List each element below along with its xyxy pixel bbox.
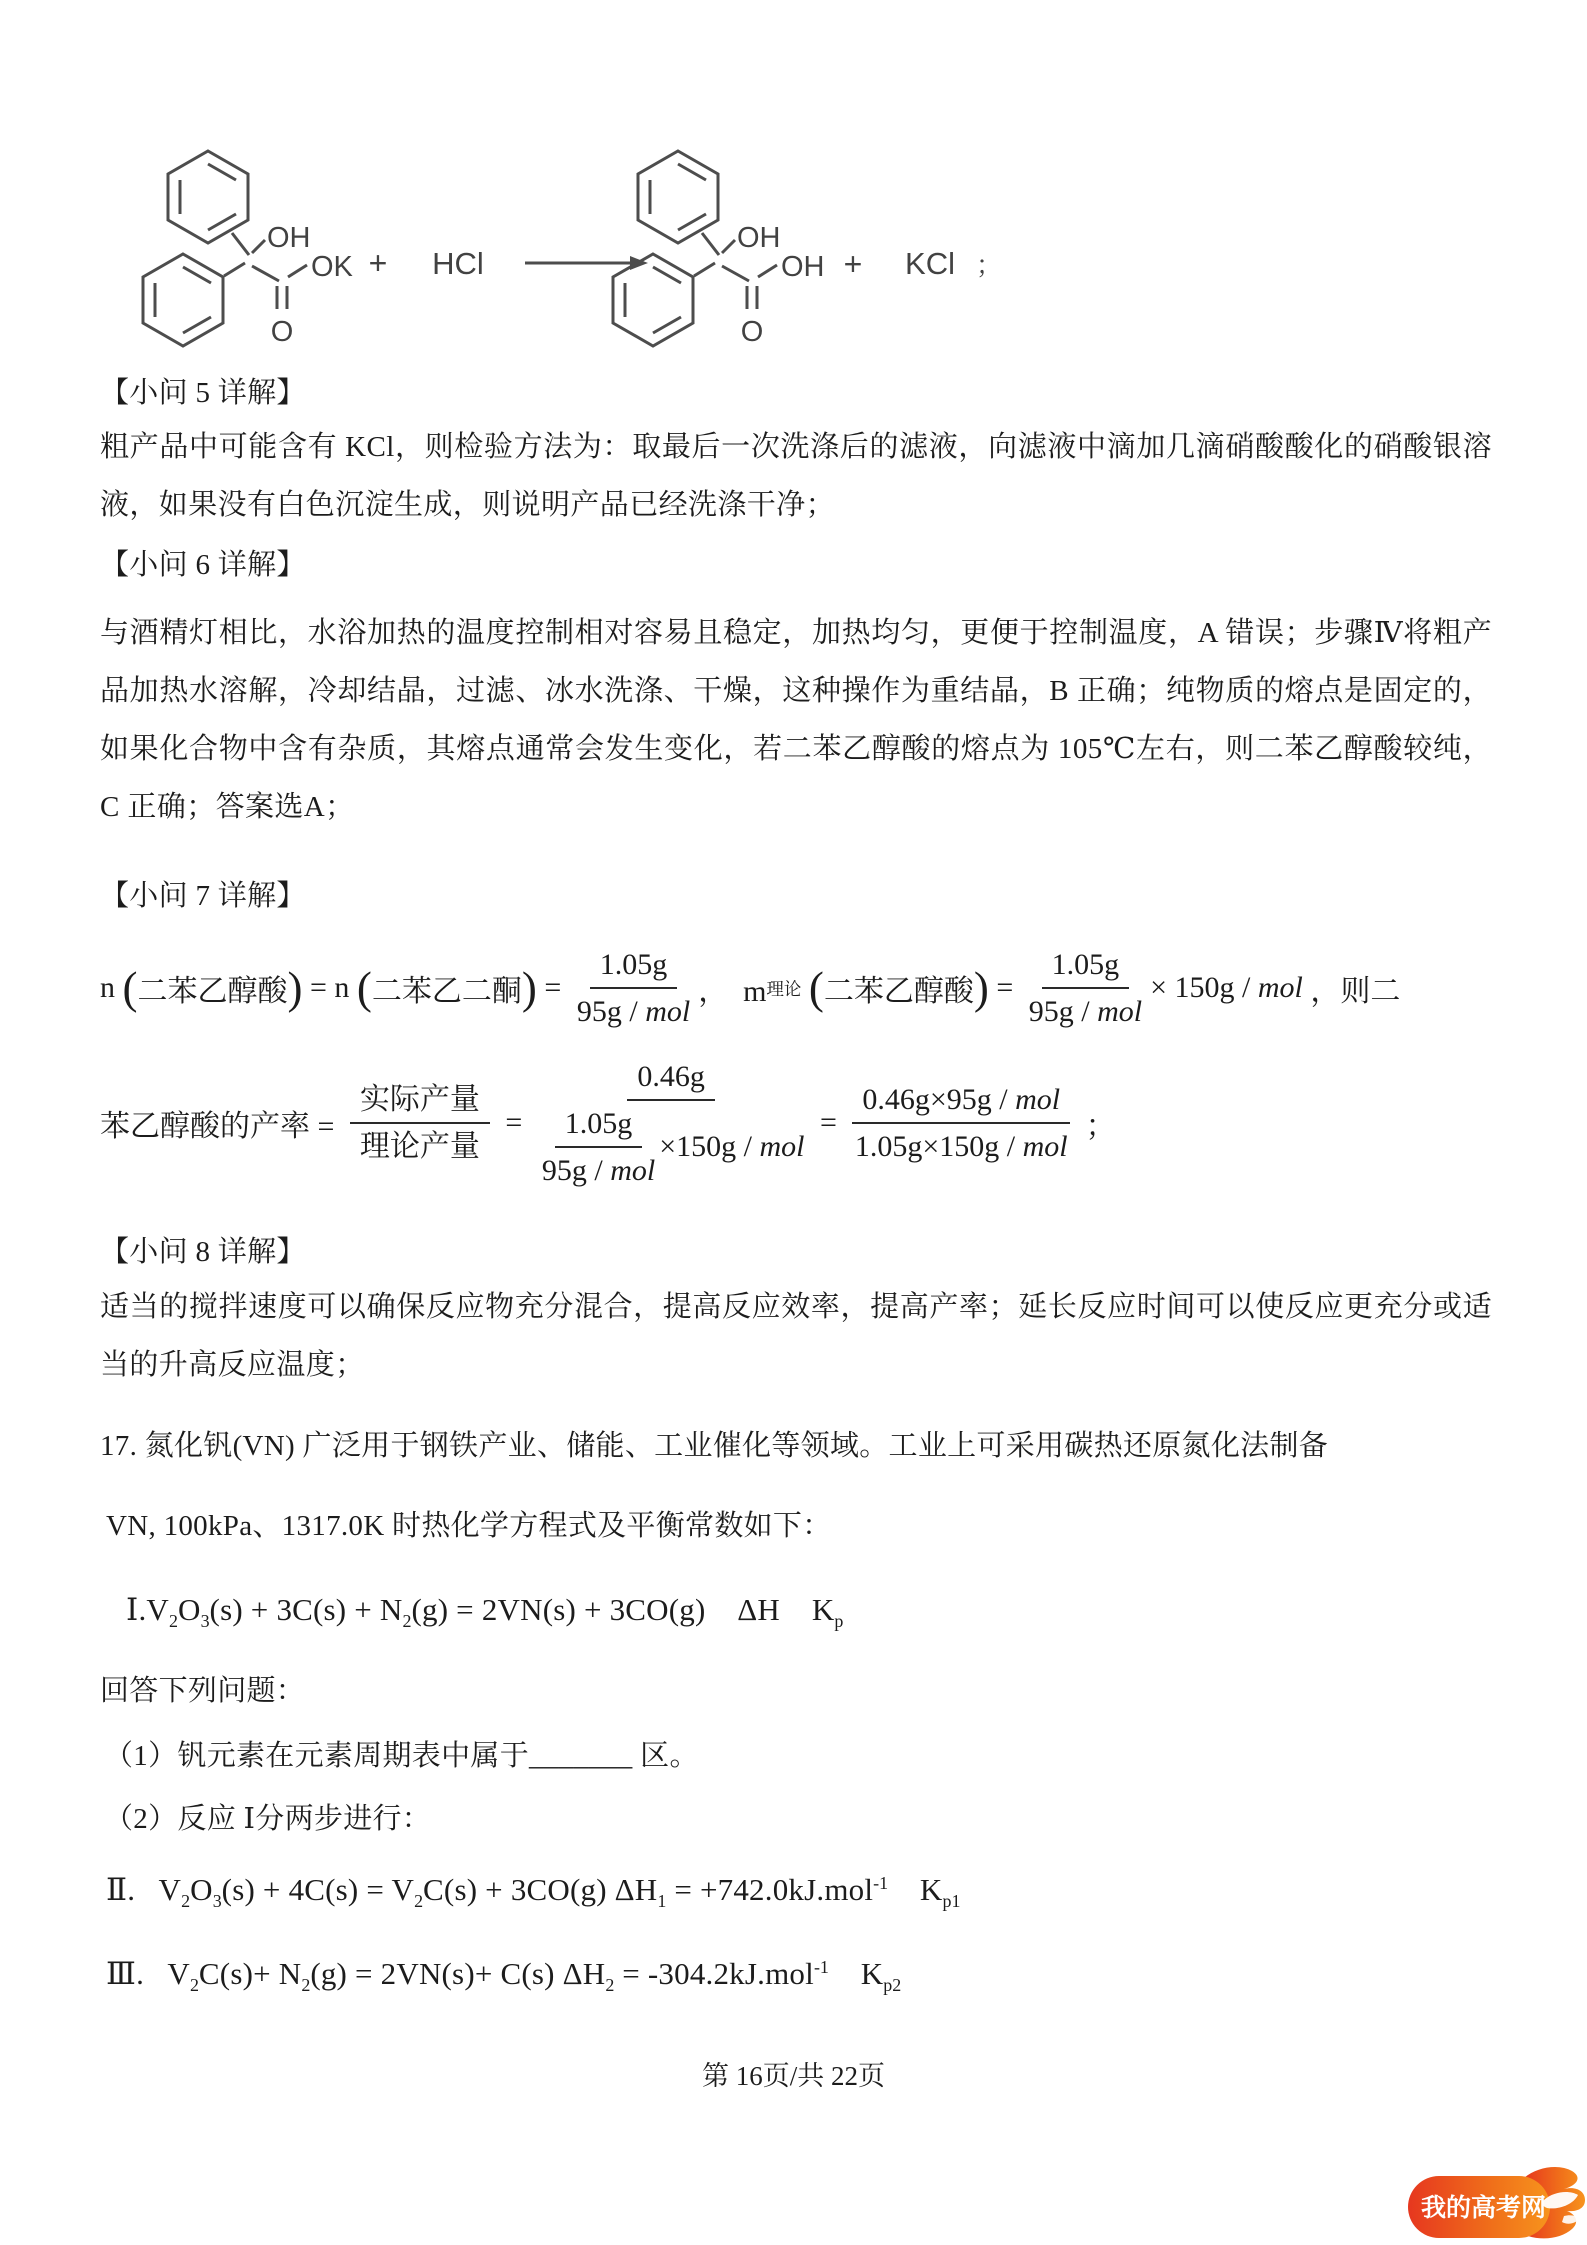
equation-2: Ⅱ. $V_2O_3(s) + 4C(s) = V_2C(s) + 3CO(g) \Delta H_1 = +742.0kJ.mol^{-1}$ $K_{p1}$	[106, 1872, 961, 1912]
equation-1: $Ⅰ.V_2O_3(s) + 3C(s) + N_2(g) = 2VN(s) + 3CO(g)$ ΔH $K_p$	[126, 1592, 844, 1632]
molecule-benzilate-potassium	[143, 151, 354, 348]
hydroxyl-label: OH	[267, 222, 311, 254]
question-17-item-2: （2）反应 Ⅰ分两步进行：	[104, 1803, 432, 1835]
carbonyl-oxygen-label: O	[740, 316, 764, 348]
question-17-item-1: （1）钒元素在元素周期表中属于_______ 区。	[104, 1740, 699, 1772]
molecule-benzilic-acid	[613, 151, 825, 348]
question-17-conditions: VN, 100kPa、1317.0K 时热化学方程式及平衡常数如下：	[106, 1510, 832, 1542]
plus-sign: +	[368, 245, 388, 281]
equation-3: Ⅲ. $V_2C(s)+ N_2(g) = 2VN(s)+ C(s) \Delta H_2 = -304.2kJ.mol^{-1}$ $K_{p2}$	[106, 1956, 902, 1996]
potassium-carboxylate-label: OK	[311, 251, 353, 283]
page-number: 第 16页/共 22页	[701, 2061, 885, 2091]
paragraph-q8: 适当的搅拌速度可以确保反应物充分混合，提高反应效率，提高产率；延长反应时间可以使反应更充分或适当的升高反应温度；	[100, 1291, 1492, 1381]
logo-text: 我的高考网	[1421, 2194, 1547, 2222]
paragraph-q6: 与酒精灯相比，水浴加热的温度控制相对容易且稳定，加热均匀，更便于控制温度，A 错误；步骤Ⅳ将粗产品加热水溶解，冷却结晶，过滤、冰水洗涤、干燥，这种操作为重结晶，B 正确；纯物质的熔点是固定的，如果化合物中含有杂质，其熔点通常会发生变化，若二苯乙醇酸的熔点为 105℃左右，则二苯乙醇酸较纯，C 正确；答案选A；	[100, 617, 1492, 823]
section-header-q5: 【小问 5 详解】	[100, 377, 306, 409]
hcl-label: HCl	[432, 246, 484, 281]
section-header-q6: 【小问 6 详解】	[100, 549, 306, 581]
section-header-q8: 【小问 8 详解】	[100, 1236, 306, 1268]
site-logo	[1406, 2164, 1587, 2243]
semicolon-mark: ；	[976, 250, 1003, 280]
plus-sign: +	[843, 246, 863, 282]
formula-line-1: n ( 二苯乙醇酸 ) = n ( 二苯乙二酮 ) = 1.05g 95g / mol ， m 理论 ( 二苯乙醇酸 ) = 1.05g 95g / mol × 150g / mol ，则二	[100, 925, 1400, 1050]
hydroxyl-label: OH	[737, 222, 781, 254]
question-17-prompt: 回答下列问题：	[100, 1675, 306, 1707]
question-17-intro: 17. 氮化钒(VN) 广泛用于钢铁产业、储能、工业催化等领域。工业上可采用碳热还原氮化法制备	[100, 1430, 1329, 1462]
formula-line-2: 苯乙醇酸的产率 = $\frac{\text{实际产量}}{\text{理论产量}}$ = 0.46g 1.05g 95g / mol ×150g / mol = 0.46g×95g / mol 1.05g×150g / mol ；	[100, 1048, 1116, 1198]
section-header-q7: 【小问 7 详解】	[100, 880, 306, 912]
carboxylic-oh-label: OH	[781, 251, 825, 283]
paragraph-q5: 粗产品中可能含有 KCl，则检验方法为：取最后一次洗涤后的滤液，向滤液中滴加几滴硝酸酸化的硝酸银溶液，如果没有白色沉淀生成，则说明产品已经洗涤干净；	[100, 431, 1492, 521]
reaction-scheme	[0, 85, 1587, 395]
kcl-label: KCl	[905, 246, 955, 281]
carbonyl-oxygen-label: O	[270, 316, 294, 348]
